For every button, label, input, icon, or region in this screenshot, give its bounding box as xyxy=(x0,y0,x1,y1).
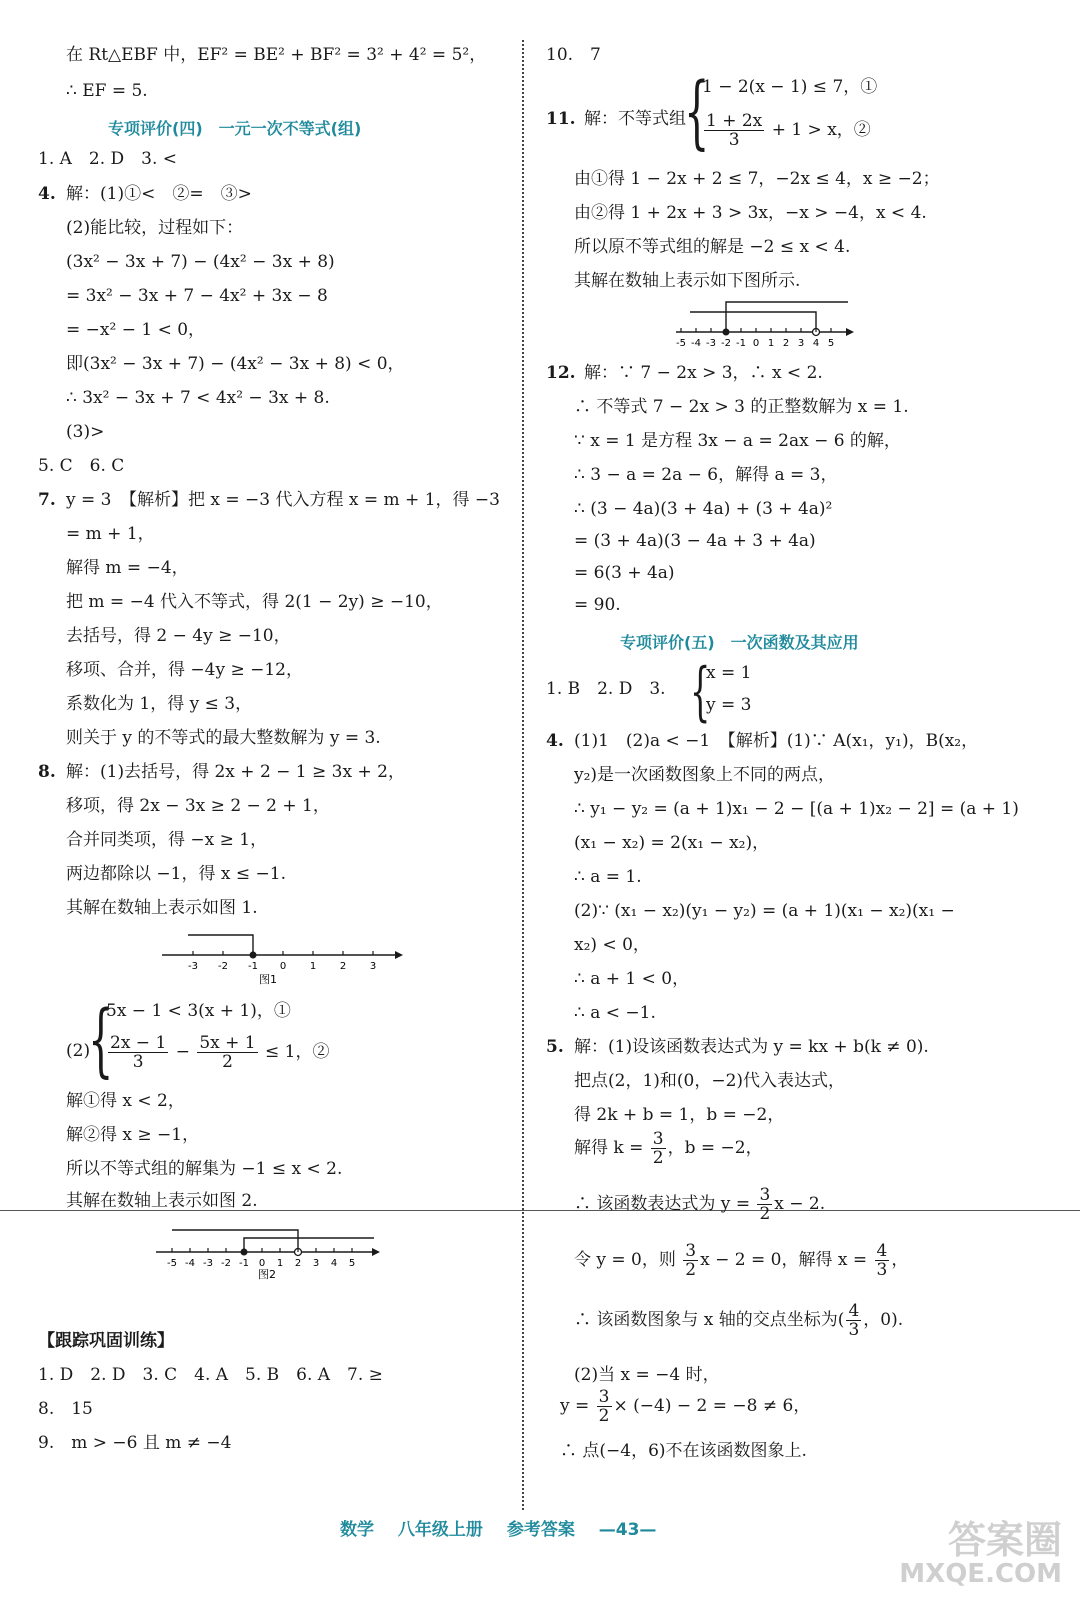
answer-line: 9. m > −6 且 m ≠ −4 xyxy=(38,1433,232,1453)
text-line: 所以原不等式组的解是 −2 ≤ x < 4. xyxy=(574,237,851,257)
question-4 xyxy=(38,183,252,205)
axis-arrow xyxy=(372,1248,380,1256)
text-segment: y = xyxy=(560,1396,590,1416)
numerator: 4 xyxy=(876,1241,888,1261)
text-line: 解：不等式组 xyxy=(584,109,686,129)
answer-line: 10. 7 xyxy=(546,45,601,65)
tick-label: 0 xyxy=(258,1258,266,1269)
page-footer xyxy=(340,1515,674,1540)
question-number: 5. xyxy=(546,1037,564,1057)
number-line-figure-1 xyxy=(150,925,410,985)
text-line: = m + 1， xyxy=(66,524,155,544)
fraction xyxy=(704,112,764,149)
text-line xyxy=(574,1242,908,1279)
text-line: ∴ 3x² − 3x + 7 < 4x² − 3x + 8. xyxy=(66,388,330,408)
solution-ray-2 xyxy=(690,312,816,332)
text-line: 得 2k + b = 1，b = −2， xyxy=(574,1105,785,1125)
tick-label: -4 xyxy=(691,338,701,349)
solution-ray-2 xyxy=(244,1238,374,1252)
tick-label: 4 xyxy=(330,1258,338,1269)
question-5-section5 xyxy=(546,1036,929,1058)
question-number: 12. xyxy=(546,363,576,383)
text-line: = 6(3 + 4a) xyxy=(574,563,675,583)
text-segment: ∴ 该函数表达式为 y = xyxy=(574,1194,751,1214)
section-title-5: 专项评价(五) 一次函数及其应用 xyxy=(620,633,859,652)
axis-arrow xyxy=(846,328,854,336)
question-number: 11. xyxy=(546,109,576,129)
inequality-tail: + 1 > x，② xyxy=(771,120,871,140)
text-line: 解：(1)设该函数表达式为 y = kx + b(k ≠ 0). xyxy=(574,1037,929,1057)
text-line: = 90. xyxy=(574,595,621,615)
text-line: 由①得 1 − 2x + 2 ≤ 7，−2x ≤ 4，x ≥ −2； xyxy=(574,169,940,189)
tick-label: 2 xyxy=(782,338,790,349)
tick-label: 3 xyxy=(312,1258,320,1269)
text-line: 则关于 y 的不等式的最大整数解为 y = 3. xyxy=(66,728,381,748)
tick-label: -2 xyxy=(221,1258,231,1269)
text-line: = 3x² − 3x + 7 − 4x² + 3x − 8 xyxy=(66,286,328,306)
text-line: ∴ EF = 5. xyxy=(66,81,148,101)
tick-label: 1 xyxy=(309,961,317,972)
text-line: 解：(1)去括号，得 2x + 2 − 1 ≥ 3x + 2， xyxy=(66,762,405,782)
text-line: 其解在数轴上表示如下图所示. xyxy=(574,271,801,291)
system-label: (2) xyxy=(66,1041,91,1061)
text-segment: ，b = −2， xyxy=(667,1138,763,1158)
text-line: 解：∵ 7 − 2x > 3，∴ x < 2. xyxy=(584,363,823,383)
operator: − xyxy=(175,1042,190,1062)
question-number: 4. xyxy=(546,731,564,751)
figure-caption: 图2 xyxy=(258,1268,276,1280)
solution-ray-1 xyxy=(172,1230,298,1252)
tick-label: 0 xyxy=(279,961,287,972)
tick-label: -3 xyxy=(188,961,198,972)
tick-label: 5 xyxy=(827,338,835,349)
text-line: 合并同类项，得 −x ≥ 1， xyxy=(66,830,268,850)
inequality-2 xyxy=(106,1034,330,1071)
tick-label: -1 xyxy=(736,338,746,349)
numerator: 2x − 1 xyxy=(110,1033,167,1053)
watermark-logo xyxy=(882,1520,1062,1590)
text-line: 解：(1)①< ②= ③> xyxy=(66,184,252,204)
text-line: ∴ 3 − a = 2a − 6，解得 a = 3， xyxy=(574,465,838,485)
denominator: 2 xyxy=(685,1260,697,1280)
fraction xyxy=(846,1302,861,1339)
denominator: 2 xyxy=(759,1204,771,1224)
tick-label: 3 xyxy=(797,338,805,349)
tick-label: 3 xyxy=(369,961,377,972)
numerator: 1 + 2x xyxy=(706,111,763,131)
text-line: 所以不等式组的解集为 −1 ≤ x < 2. xyxy=(66,1159,343,1179)
numerator: 4 xyxy=(848,1301,860,1321)
denominator: 3 xyxy=(728,130,740,150)
tick-label: 5 xyxy=(348,1258,356,1269)
denominator: 2 xyxy=(222,1052,233,1072)
numerator: 5x + 1 xyxy=(199,1033,256,1053)
text-line: y = 3 【解析】把 x = −3 代入方程 x = m + 1，得 −3 xyxy=(66,490,500,510)
tick-group xyxy=(167,1248,355,1269)
text-line: (2)能比较，过程如下： xyxy=(66,218,244,238)
text-line: 其解在数轴上表示如图 2. xyxy=(66,1191,258,1211)
fraction xyxy=(197,1034,257,1071)
text-line: ∴ y₁ − y₂ = (a + 1)x₁ − 2 − [(a + 1)x₂ − 2] = (a + 1) xyxy=(574,799,1019,819)
text-line: ∴ a + 1 < 0， xyxy=(574,969,690,989)
text-segment: ∴ 该函数图象与 x 轴的交点坐标为( xyxy=(574,1310,845,1330)
text-line: ∴ (3 − 4a)(3 + 4a) + (3 + 4a)² xyxy=(574,499,833,519)
text-line: 即(3x² − 3x + 7) − (4x² − 3x + 8) < 0， xyxy=(66,354,405,374)
question-4-section5 xyxy=(546,730,978,752)
denominator: 3 xyxy=(132,1052,144,1072)
system-brace: { xyxy=(690,655,711,729)
text-line: ∴ 不等式 7 − 2x > 3 的正整数解为 x = 1. xyxy=(574,397,909,417)
tick-label: 0 xyxy=(752,338,760,349)
solution-x: x = 1 xyxy=(706,663,752,683)
answer-line: 1. B 2. D 3. xyxy=(546,679,666,699)
watermark-bottom: MXQE.COM xyxy=(899,1559,1062,1589)
text-line: 解②得 x ≥ −1， xyxy=(66,1125,200,1145)
text-line: 解得 m = −4， xyxy=(66,558,189,578)
inequality-1: 5x − 1 < 3(x + 1)，① xyxy=(106,1001,291,1021)
number-line-figure-2 xyxy=(150,1218,390,1280)
denominator: 3 xyxy=(848,1320,860,1340)
fraction xyxy=(683,1242,698,1279)
axis-arrow xyxy=(395,951,403,959)
text-line: (3)> xyxy=(66,422,105,442)
text-line: (1)1 (2)a < −1 【解析】(1)∵ A(x₁，y₁)，B(x₂， xyxy=(574,731,979,751)
text-line: = −x² − 1 < 0， xyxy=(66,320,206,340)
text-line: ∵ x = 1 是方程 3x − a = 2ax − 6 的解， xyxy=(574,431,901,451)
numerator: 3 xyxy=(652,1129,664,1149)
question-number: 4. xyxy=(38,184,56,204)
question-7 xyxy=(38,489,500,511)
section-title-4: 专项评价(四) 一元一次不等式(组) xyxy=(108,119,362,138)
footer-answers: 参考答案 xyxy=(506,1520,575,1540)
denominator: 3 xyxy=(876,1260,888,1280)
text-line: 去括号，得 2 − 4y ≥ −10， xyxy=(66,626,291,646)
text-line: 两边都除以 −1，得 x ≤ −1. xyxy=(66,864,286,884)
text-segment: 解得 k = xyxy=(574,1138,644,1158)
figure-caption: 图1 xyxy=(259,973,277,985)
tick-label: -3 xyxy=(203,1258,213,1269)
inequality-1: 1 − 2(x − 1) ≤ 7，① xyxy=(702,77,878,97)
text-line: 由②得 1 + 2x + 3 > 3x，−x > −4，x < 4. xyxy=(574,203,927,223)
tick-label: -1 xyxy=(248,961,258,972)
question-number: 8. xyxy=(38,762,56,782)
denominator: 2 xyxy=(652,1148,664,1168)
answer-line: 1. A 2. D 3. < xyxy=(38,149,178,169)
fraction xyxy=(757,1186,772,1223)
question-11 xyxy=(546,108,686,130)
inequality-tail: ≤ 1，② xyxy=(265,1042,330,1062)
text-line: 把点(2，1)和(0，−2)代入表达式， xyxy=(574,1071,846,1091)
inequality-2 xyxy=(702,112,871,149)
text-line: ∴ a = 1. xyxy=(574,867,642,887)
text-line: 移项、合并，得 −4y ≥ −12， xyxy=(66,660,303,680)
text-line xyxy=(560,1388,810,1425)
text-line: (3x² − 3x + 7) − (4x² − 3x + 8) xyxy=(66,252,335,272)
system-brace: { xyxy=(88,993,114,1086)
solution-ray-1 xyxy=(726,302,848,332)
tick-label: -5 xyxy=(167,1258,177,1269)
tick-group xyxy=(188,951,376,972)
watermark-top: 答案圈 xyxy=(947,1518,1062,1562)
text-segment: × (−4) − 2 = −8 ≠ 6， xyxy=(613,1396,811,1416)
answer-line: 8. 15 xyxy=(38,1399,93,1419)
question-8 xyxy=(38,761,405,783)
text-line xyxy=(574,1186,825,1223)
text-segment: ， xyxy=(891,1250,909,1270)
text-line: (2)∵ (x₁ − x₂)(y₁ − y₂) = (a + 1)(x₁ − x₂)(x₁ − xyxy=(574,901,955,921)
tick-label: -2 xyxy=(721,338,731,349)
text-line: (2)当 x = −4 时， xyxy=(574,1365,720,1385)
answer-line: 5. C 6. C xyxy=(38,456,125,476)
text-line: = (3 + 4a)(3 − 4a + 3 + 4a) xyxy=(574,531,816,551)
answer-line: 1. D 2. D 3. C 4. A 5. B 6. A 7. ≥ xyxy=(38,1365,383,1385)
text-line: 其解在数轴上表示如图 1. xyxy=(66,898,258,918)
tick-label: -3 xyxy=(706,338,716,349)
text-line: ∴ 点(−4，6)不在该函数图象上. xyxy=(560,1441,807,1461)
footer-grade: 八年级上册 xyxy=(397,1520,483,1540)
numerator: 3 xyxy=(759,1185,771,1205)
text-line: 把 m = −4 代入不等式，得 2(1 − 2y) ≥ −10， xyxy=(66,592,443,612)
text-segment: x − 2. xyxy=(774,1194,826,1214)
text-line xyxy=(574,1302,903,1339)
text-line: x₂) < 0， xyxy=(574,935,650,955)
denominator: 2 xyxy=(598,1406,610,1426)
numerator: 3 xyxy=(598,1387,610,1407)
solution-y: y = 3 xyxy=(706,695,752,715)
tick-label: 2 xyxy=(339,961,347,972)
text-segment: ，0). xyxy=(863,1310,904,1330)
tick-label: 1 xyxy=(767,338,775,349)
tick-label: -2 xyxy=(218,961,228,972)
text-segment: 令 y = 0，则 xyxy=(574,1250,676,1270)
footer-page-number: —43— xyxy=(598,1520,657,1540)
text-line: y₂)是一次函数图象上不同的两点， xyxy=(574,765,836,785)
text-line: ∴ a < −1. xyxy=(574,1003,656,1023)
text-line xyxy=(574,1130,763,1167)
fraction xyxy=(875,1242,890,1279)
fraction xyxy=(651,1130,666,1167)
fraction xyxy=(597,1388,612,1425)
fraction xyxy=(108,1034,168,1071)
text-line: 系数化为 1，得 y ≤ 3， xyxy=(66,694,253,714)
tick-label: -1 xyxy=(239,1258,249,1269)
text-line: 解①得 x < 2， xyxy=(66,1091,185,1111)
question-12 xyxy=(546,362,823,384)
text-line: 移项，得 2x − 3x ≥ 2 − 2 + 1， xyxy=(66,796,330,816)
solution-ray xyxy=(188,935,253,955)
text-line: (x₁ − x₂) = 2(x₁ − x₂)， xyxy=(574,833,770,853)
question-number: 7. xyxy=(38,490,56,510)
footer-subject: 数学 xyxy=(340,1520,374,1540)
tick-group xyxy=(676,328,834,349)
tick-label: 2 xyxy=(294,1258,302,1269)
text-segment: x − 2 = 0，解得 x = xyxy=(700,1250,868,1270)
column-divider xyxy=(522,40,524,1510)
text-line: 在 Rt△EBF 中，EF² = BE² + BF² = 3² + 4² = 5²， xyxy=(66,45,487,65)
tick-label: -4 xyxy=(185,1258,195,1269)
tick-label: 4 xyxy=(812,338,820,349)
tick-label: -5 xyxy=(676,338,686,349)
numerator: 3 xyxy=(685,1241,697,1261)
tick-label: 1 xyxy=(276,1258,284,1269)
section-heading-tracking: 【跟踪巩固训练】 xyxy=(38,1331,174,1351)
number-line-figure-3 xyxy=(670,296,870,352)
system-brace: { xyxy=(684,65,710,158)
